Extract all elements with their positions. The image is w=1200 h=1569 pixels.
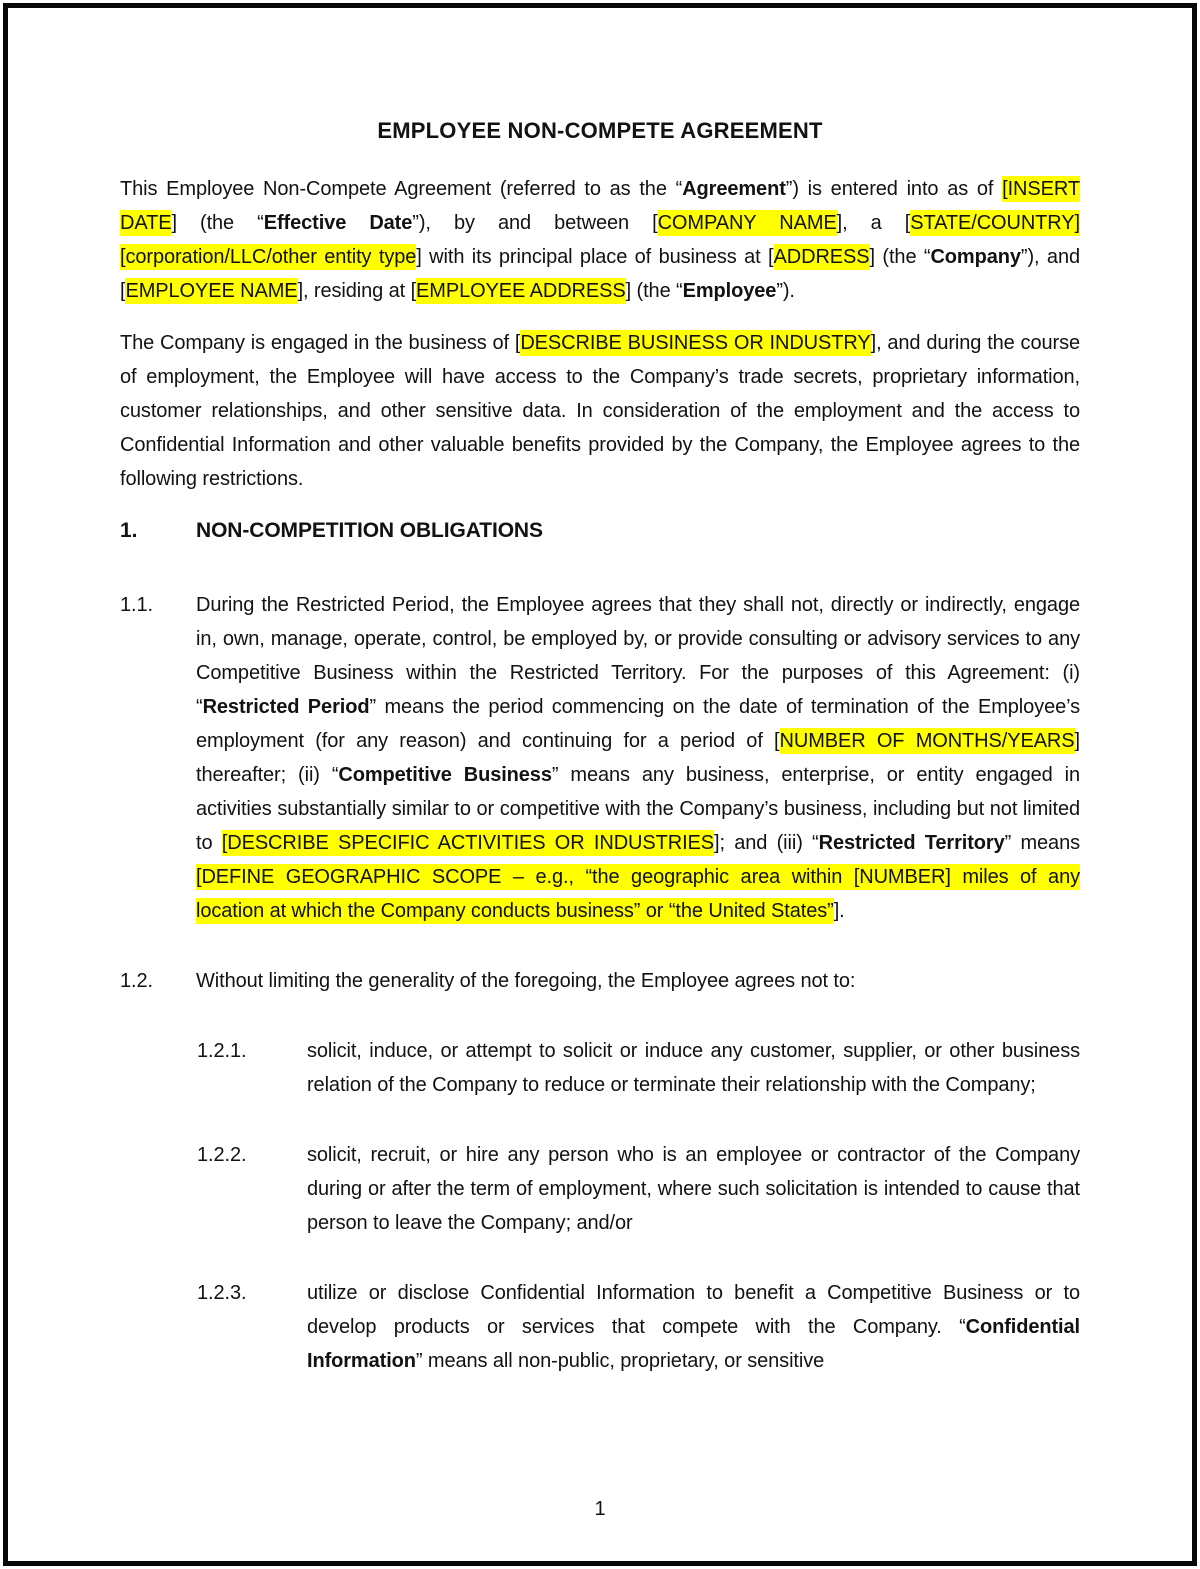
text-segment: ], and during the course of employment, the Employee will have access to the Company’s trade secrets, proprietary information, customer relationships, and other sensitive data. In consideration of the employment and the access to Confidential Information and other valuable benefits provided by the Company, the Employee agrees to the following restrictions. xyxy=(120,332,1080,490)
clause-text xyxy=(120,172,1080,308)
clause-text xyxy=(307,1034,1080,1102)
text-segment: During the Restricted Period, the Employee agrees that they shall not, directly or indirectly, engage in, own, manage, operate, control, be employed by, or provide consulting or advisory services to any Competitive Business within the Restricted Territory. For the purposes of this Agreement: (i) “ xyxy=(196,594,1080,718)
clause-1-2 xyxy=(120,964,1080,998)
text-segment: ] thereafter; (ii) “ xyxy=(196,730,1080,786)
text-segment: solicit, induce, or attempt to solicit or induce any customer, supplier, or other business relation of the Company to reduce or terminate their relationship with the Company; xyxy=(307,1040,1080,1096)
highlight-placeholder: [DEFINE GEOGRAPHIC SCOPE – e.g., “the geographic area within [NUMBER] miles of any location at which the Company conducts business” or “the United States” xyxy=(196,866,1080,922)
clause-1-1 xyxy=(120,588,1080,928)
text-segment: ” means xyxy=(1004,832,1080,854)
highlight-placeholder: [corporation/LLC/other entity type xyxy=(120,246,417,268)
page-number: 1 xyxy=(594,1498,606,1520)
text-segment: ”) is entered into as of xyxy=(785,178,1003,200)
document-body xyxy=(120,114,1080,1414)
clause-1-2-3 xyxy=(197,1276,1080,1378)
text-segment: ”), by and between [ xyxy=(412,212,658,234)
clause-text xyxy=(307,1138,1080,1240)
text-segment: ”), and [ xyxy=(120,246,1080,302)
text-segment: ], a [ xyxy=(836,212,911,234)
document-blocks xyxy=(120,172,1080,1378)
text-segment: ” means all non-public, proprietary, or sensitive xyxy=(415,1350,825,1372)
highlight-placeholder: EMPLOYEE NAME xyxy=(125,280,298,302)
section-heading xyxy=(120,514,1080,548)
highlight-placeholder: STATE/COUNTRY] xyxy=(910,212,1080,234)
paragraph xyxy=(120,172,1080,308)
text-segment: ], residing at [ xyxy=(297,280,417,302)
clause-text xyxy=(196,588,1080,928)
text-segment: Competitive Business xyxy=(338,764,552,786)
text-segment: ”). xyxy=(776,280,795,302)
highlight-placeholder: DESCRIBE BUSINESS OR INDUSTRY xyxy=(520,332,871,354)
text-segment: Company xyxy=(930,246,1021,268)
text-segment: This Employee Non-Compete Agreement (referred to as the “ xyxy=(120,178,683,200)
highlight-placeholder: EMPLOYEE ADDRESS xyxy=(416,280,626,302)
highlight-placeholder: [INSERT DATE xyxy=(120,178,1080,234)
clause-number: 1.2.3. xyxy=(197,1282,247,1304)
text-segment: NON-COMPETITION OBLIGATIONS xyxy=(196,519,543,542)
clause-number: 1.1. xyxy=(120,594,153,616)
text-segment: ” means any business, enterprise, or entity engaged in activities substantially similar to or competitive with the Company’s business, including but not limited to xyxy=(196,764,1080,854)
text-segment: Employee xyxy=(682,280,777,302)
highlight-placeholder: ADDRESS xyxy=(773,246,870,268)
text-segment: Restricted Territory xyxy=(818,832,1005,854)
clause-text xyxy=(120,326,1080,496)
highlight-placeholder: [DESCRIBE SPECIFIC ACTIVITIES OR INDUSTRIES xyxy=(221,832,715,854)
text-segment: ” means the period commencing on the date of termination of the Employee’s employment (for any reason) and continuing for a period of [ xyxy=(196,696,1081,752)
text-segment: ]; and (iii) “ xyxy=(714,832,819,854)
text-segment: Without limiting the generality of the foregoing, the Employee agrees not to: xyxy=(196,970,856,992)
text-segment: solicit, recruit, or hire any person who is an employee or contractor of the Company during or after the term of employment, where such solicitation is intended to cause that person to leave the Company; and/or xyxy=(307,1144,1080,1234)
text-segment: Confidential Information xyxy=(307,1316,1080,1372)
paragraph xyxy=(120,326,1080,496)
text-segment: Effective Date xyxy=(263,212,413,234)
highlight-placeholder: COMPANY NAME xyxy=(657,212,837,234)
clause-number: 1.2. xyxy=(120,970,153,992)
clause-1-2-1 xyxy=(197,1034,1080,1102)
text-segment: ] (the “ xyxy=(625,280,683,302)
document-title: EMPLOYEE NON-COMPETE AGREEMENT xyxy=(377,118,823,143)
text-segment: ] with its principal place of business at [ xyxy=(416,246,774,268)
clause-1-2-2 xyxy=(197,1138,1080,1240)
clause-text xyxy=(307,1276,1080,1378)
text-segment: ] (the “ xyxy=(171,212,264,234)
text-segment: Agreement xyxy=(682,178,786,200)
text-segment: ]. xyxy=(833,900,845,922)
text-segment: utilize or disclose Confidential Information to benefit a Competitive Business or to develop products or services that compete with the Company. “ xyxy=(307,1282,1080,1338)
clause-number: 1.2.2. xyxy=(197,1144,247,1166)
clause-text xyxy=(196,964,1080,998)
text-segment: Restricted Period xyxy=(202,696,370,718)
highlight-placeholder: NUMBER OF MONTHS/YEARS xyxy=(779,730,1075,752)
clause-number: 1.2.1. xyxy=(197,1040,247,1062)
text-segment: The Company is engaged in the business of [ xyxy=(120,332,521,354)
clause-number: 1. xyxy=(120,519,138,542)
text-segment: ] (the “ xyxy=(869,246,931,268)
clause-text xyxy=(196,514,1080,548)
